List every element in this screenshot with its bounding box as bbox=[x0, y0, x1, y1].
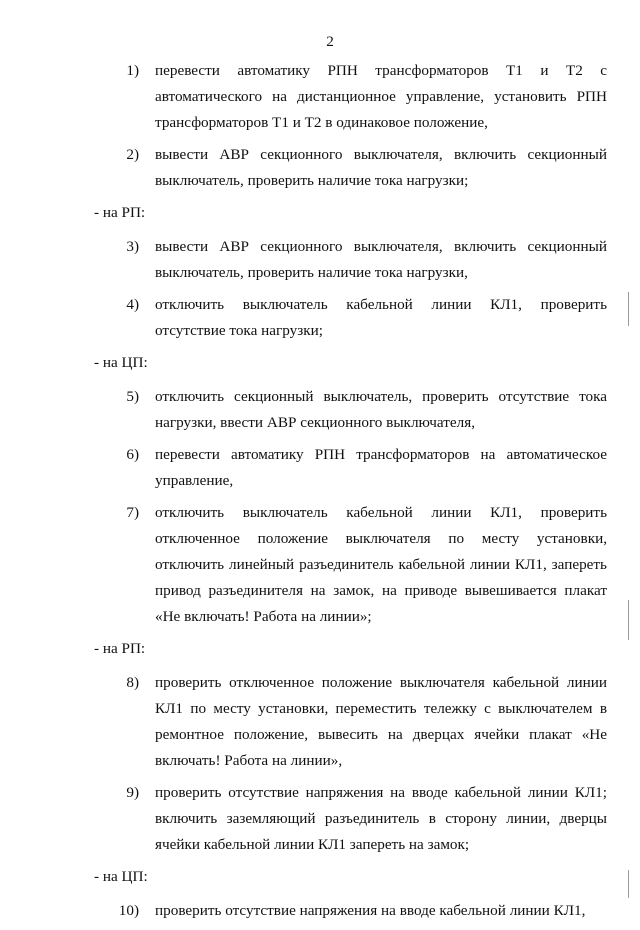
list-item-3 bbox=[97, 234, 607, 286]
item-number: 8) bbox=[126, 674, 139, 691]
list-item-7 bbox=[97, 500, 607, 630]
item-text: вывести АВР секционного выключателя, включить секционный выключатель, проверить наличие тока нагрузки, bbox=[155, 238, 607, 281]
list-item-8 bbox=[97, 670, 607, 774]
item-text: проверить отсутствие напряжения на вводе кабельной линии КЛ1; включить заземляющий разъединитель в сторону линии, дверцы ячейки кабельной линии КЛ1 запереть на замок; bbox=[155, 784, 607, 853]
list-item-10 bbox=[97, 898, 607, 924]
scan-edge-mark bbox=[628, 292, 629, 326]
item-number: 3) bbox=[126, 238, 139, 255]
item-text: перевести автоматику РПН трансформаторов Т1 и Т2 с автоматического на дистанционное управление, установить РПН трансформаторов Т1 и Т2 в одинаковое положение, bbox=[155, 62, 607, 131]
item-number: 4) bbox=[126, 296, 139, 313]
item-text: проверить отсутствие напряжения на вводе кабельной линии КЛ1, bbox=[155, 902, 586, 919]
item-text: отключить выключатель кабельной линии КЛ1, проверить отключенное положение выключателя по месту установки, отключить линейный разъединитель кабельной линии КЛ1, запереть привод разъединителя на замок, на приводе вывешивается плакат «Не включать! Работа на линии»; bbox=[155, 504, 607, 625]
list-item-2 bbox=[97, 142, 607, 194]
section-heading-cp: - на ЦП: bbox=[94, 354, 148, 371]
list-item-6 bbox=[97, 442, 607, 494]
item-number: 5) bbox=[126, 388, 139, 405]
item-number: 7) bbox=[126, 504, 139, 521]
section-heading-rp: - на РП: bbox=[94, 204, 146, 221]
item-text: отключить выключатель кабельной линии КЛ1, проверить отсутствие тока нагрузки; bbox=[155, 296, 607, 339]
item-number: 1) bbox=[126, 62, 139, 79]
section-heading-rp: - на РП: bbox=[94, 640, 146, 657]
page-number: 2 bbox=[326, 33, 334, 50]
list-item-5 bbox=[97, 384, 607, 436]
item-text: проверить отключенное положение выключателя кабельной линии КЛ1 по месту установки, переместить тележку с выключателем в ремонтное положение, вывесить на дверцах ячейки плакат «Не включать! Работа на линии», bbox=[155, 674, 607, 769]
item-number: 6) bbox=[126, 446, 139, 463]
list-item-4 bbox=[97, 292, 607, 344]
item-text: отключить секционный выключатель, проверить отсутствие тока нагрузки, ввести АВР секционного выключателя, bbox=[155, 388, 607, 431]
section-heading-cp: - на ЦП: bbox=[94, 868, 148, 885]
item-text: вывести АВР секционного выключателя, включить секционный выключатель, проверить наличие тока нагрузки; bbox=[155, 146, 607, 189]
item-number: 2) bbox=[126, 146, 139, 163]
item-text: перевести автоматику РПН трансформаторов на автоматическое управление, bbox=[155, 446, 607, 489]
procedure-body bbox=[94, 58, 607, 930]
scan-edge-mark bbox=[628, 600, 629, 640]
scan-edge-mark bbox=[628, 870, 629, 898]
item-number: 10) bbox=[118, 902, 139, 919]
list-item-1 bbox=[97, 58, 607, 136]
list-item-9 bbox=[97, 780, 607, 858]
item-number: 9) bbox=[126, 784, 139, 801]
